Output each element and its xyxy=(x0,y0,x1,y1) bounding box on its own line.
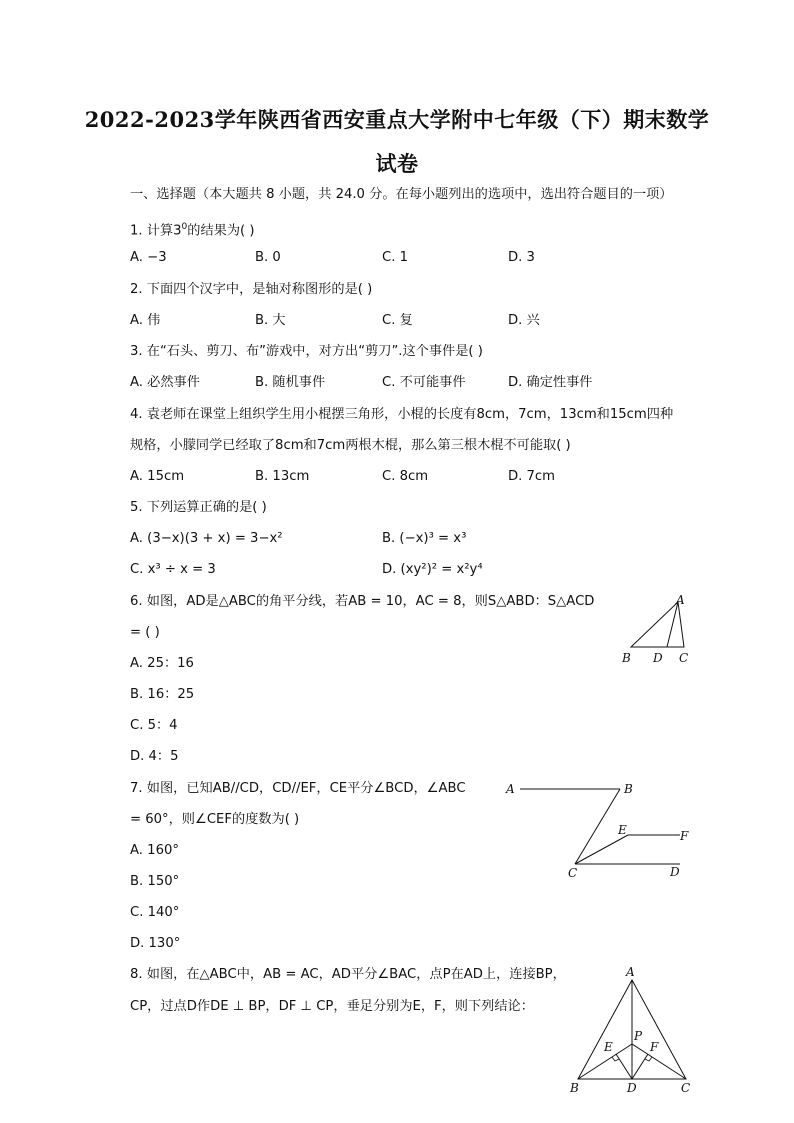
q5-option-b: B. (−x)³ = x³ xyxy=(382,531,467,546)
q4-option-c: C. 8cm xyxy=(382,469,429,484)
q7-option-d: D. 130° xyxy=(130,936,181,951)
q7-option-a: A. 160° xyxy=(130,843,179,858)
q8-label-c: C xyxy=(681,1081,691,1095)
q6-label-a: A xyxy=(676,593,685,607)
q3-option-b: B. 随机事件 xyxy=(255,375,326,390)
question-4-line1: 4. 袁老师在课堂上组织学生用小棍摆三角形，小棍的长度有8cm，7cm，13cm和15cm四种 xyxy=(130,407,674,422)
question-3-stem: 3. 在“石头、剪刀、布”游戏中，对方出“剪刀”.这个事件是( ) xyxy=(130,344,483,359)
q3-option-d: D. 确定性事件 xyxy=(508,375,593,390)
q7-label-a: A xyxy=(506,782,515,796)
q8-label-e: E xyxy=(604,1040,613,1054)
q5-option-c: C. x³ ÷ x = 3 xyxy=(130,562,216,577)
q8-label-p: P xyxy=(634,1029,643,1043)
q1-option-a: A. −3 xyxy=(130,250,167,265)
question-4-line2: 规格，小朦同学已经取了8cm和7cm两根木棍，那么第三根木棍不可能取( ) xyxy=(130,438,571,453)
q6-option-b: B. 16：25 xyxy=(130,687,195,702)
q8-label-a: A xyxy=(626,965,635,979)
q7-option-c: C. 140° xyxy=(130,905,180,920)
q6-option-c: C. 5：4 xyxy=(130,718,178,733)
q1-option-c: C. 1 xyxy=(382,250,408,265)
q6-label-d: D xyxy=(653,651,663,665)
question-6-line1: 6. 如图，AD是△ABC的角平分线，若AB = 10，AC = 8，则S△ABD：S△ACD xyxy=(130,594,595,609)
question-7-line1: 7. 如图，已知AB//CD，CD//EF，CE平分∠BCD，∠ABC xyxy=(130,781,466,796)
q4-option-a: A. 15cm xyxy=(130,469,185,484)
q7-label-f: F xyxy=(680,829,689,843)
q2-option-c: C. 复 xyxy=(382,313,413,328)
question-2-stem: 2. 下面四个汉字中，是轴对称图形的是( ) xyxy=(130,282,373,297)
q4-option-b: B. 13cm xyxy=(255,469,310,484)
question-5-stem: 5. 下列运算正确的是( ) xyxy=(130,500,267,515)
question-8-line2: CP，过点D作DE ⊥ BP，DF ⊥ CP，垂足分别为E，F，则下列结论： xyxy=(130,999,534,1014)
q2-option-a: A. 伟 xyxy=(130,313,161,328)
question-1-stem: 1. 计算$3^0$的结果为( ) xyxy=(130,222,255,239)
question-7-line2: = 60°，则∠CEF的度数为( ) xyxy=(130,812,300,827)
q7-label-d: D xyxy=(670,865,680,879)
q4-option-d: D. 7cm xyxy=(508,469,556,484)
q1-option-d: D. 3 xyxy=(508,250,535,265)
q8-label-d: D xyxy=(627,1081,637,1095)
q7-label-e: E xyxy=(618,823,627,837)
q6-option-d: D. 4：5 xyxy=(130,749,179,764)
q7-parallel-lines-figure xyxy=(500,776,700,884)
q6-option-a: A. 25：16 xyxy=(130,656,194,671)
question-6-line2: = ( ) xyxy=(130,625,160,640)
q7-option-b: B. 150° xyxy=(130,874,180,889)
q8-label-f: F xyxy=(650,1040,659,1054)
q6-label-b: B xyxy=(622,651,631,665)
q5-option-a: A. (3−x)(3 + x) = 3−x² xyxy=(130,531,283,546)
q7-label-c: C xyxy=(568,866,578,880)
q3-option-a: A. 必然事件 xyxy=(130,375,200,390)
q7-label-b: B xyxy=(624,782,633,796)
paper-title-line2: 试卷 xyxy=(375,151,419,176)
q8-label-b: B xyxy=(570,1081,579,1095)
section-heading: 一、选择题（本大题共 8 小题，共 24.0 分。在每小题列出的选项中，选出符合题目的一项） xyxy=(130,187,673,202)
q6-triangle-figure xyxy=(616,592,696,668)
q2-option-b: B. 大 xyxy=(255,313,286,328)
q1-option-b: B. 0 xyxy=(255,250,281,265)
q5-option-d: D. (xy²)² = x²y⁴ xyxy=(382,562,483,577)
paper-title-line1: 2022-2023学年陕西省西安重点大学附中七年级（下）期末数学 xyxy=(84,107,710,132)
q2-option-d: D. 兴 xyxy=(508,313,540,328)
q6-label-c: C xyxy=(679,651,689,665)
q8-isosceles-triangle-figure xyxy=(566,962,696,1097)
question-8-line1: 8. 如图，在△ABC中，AB = AC，AD平分∠BAC，点P在AD上，连接BP， xyxy=(130,967,566,982)
q3-option-c: C. 不可能事件 xyxy=(382,375,466,390)
